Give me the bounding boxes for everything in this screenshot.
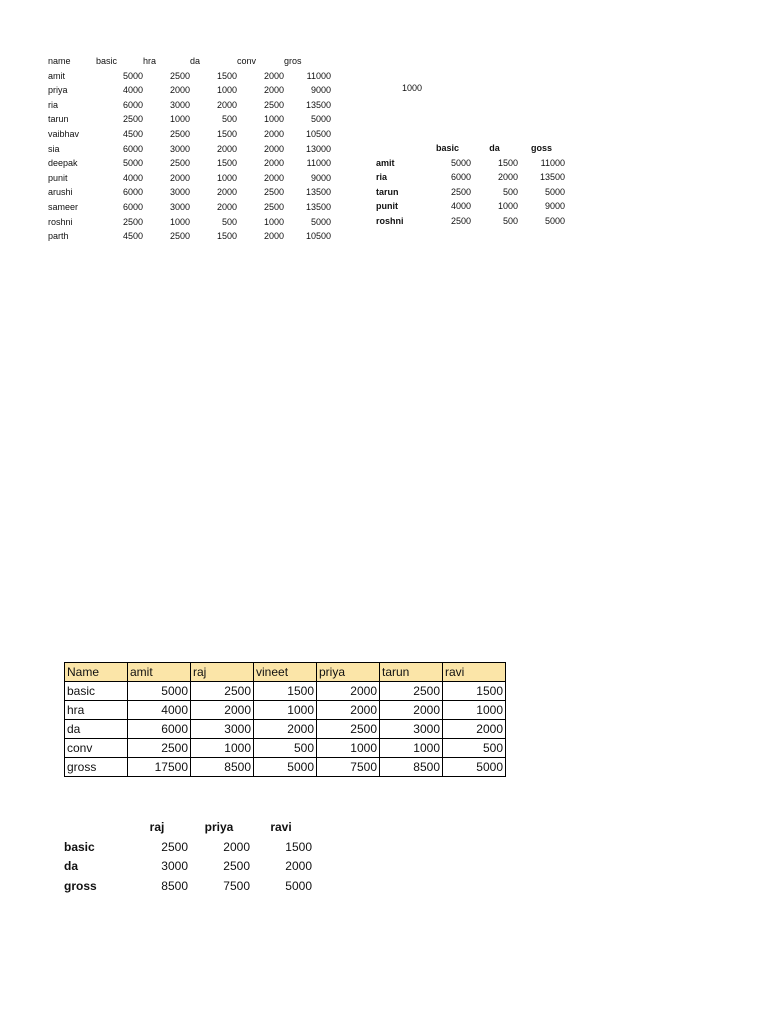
value-cell: 2500 [223, 859, 250, 873]
row-label-cell: tarun [48, 114, 69, 125]
value-cell: 2000 [285, 859, 312, 873]
table-row [48, 83, 331, 98]
value-cell: 1500 [443, 682, 506, 701]
value-cell: 1000 [317, 739, 380, 758]
value-cell: 10500 [305, 128, 331, 139]
value-cell: 5000 [122, 70, 143, 81]
header-cell: raj [191, 663, 254, 682]
table-row [65, 701, 506, 720]
value-cell: 5000 [128, 682, 191, 701]
value-cell: 1500 [254, 682, 317, 701]
row-label-cell: gross [64, 878, 97, 893]
value-cell: 9000 [544, 201, 565, 212]
value-cell: 2000 [216, 187, 237, 198]
value-cell: 3000 [169, 143, 190, 154]
value-cell: 9000 [310, 172, 331, 183]
value-cell: 13500 [305, 99, 331, 110]
value-cell: 2500 [128, 739, 191, 758]
value-cell: 6000 [122, 187, 143, 198]
row-label-cell: amit [48, 70, 66, 81]
value-cell: 2000 [380, 701, 443, 720]
table-row [48, 127, 331, 142]
table-row [65, 739, 506, 758]
value-cell: 2000 [216, 201, 237, 212]
value-cell: 2000 [263, 128, 284, 139]
table-row [64, 877, 312, 897]
row-label-cell: da [64, 859, 79, 873]
header-cell: ravi [270, 820, 292, 834]
value-cell: 2000 [216, 99, 237, 110]
value-cell: 3000 [380, 720, 443, 739]
header-cell: name [48, 56, 71, 66]
table-row [48, 98, 331, 113]
value-cell: 6000 [122, 99, 143, 110]
value-cell: 13500 [305, 201, 331, 212]
selected-employees-table [64, 818, 312, 896]
value-cell: 500 [221, 114, 237, 125]
value-cell: 1500 [216, 158, 237, 169]
value-cell: 5000 [254, 758, 317, 777]
row-label-cell: basic [65, 682, 128, 701]
header-cell: Name [65, 663, 128, 682]
row-label-cell: da [65, 720, 128, 739]
value-cell: 1500 [216, 128, 237, 139]
value-cell: 7500 [223, 878, 250, 893]
value-cell: 5000 [544, 186, 565, 197]
value-cell: 1000 [254, 701, 317, 720]
row-label-cell: ria [376, 172, 388, 183]
header-row [64, 818, 312, 838]
value-cell: 1000 [216, 85, 237, 96]
value-cell: 2500 [317, 720, 380, 739]
value-cell: 3000 [161, 859, 188, 873]
table-row [48, 200, 331, 215]
value-cell: 6000 [122, 201, 143, 212]
value-cell: 500 [254, 739, 317, 758]
header-row [376, 141, 565, 156]
header-cell: priya [204, 820, 234, 834]
header-row [48, 54, 331, 69]
value-cell: 1500 [497, 157, 518, 168]
table-row [48, 156, 331, 171]
value-cell: 7500 [317, 758, 380, 777]
value-cell: 4000 [122, 172, 143, 183]
value-cell: 2500 [122, 216, 143, 227]
value-cell: 11000 [540, 157, 565, 168]
header-cell: vineet [254, 663, 317, 682]
value-cell: 500 [502, 215, 518, 226]
value-cell: 2000 [169, 85, 190, 96]
value-cell: 5000 [450, 157, 471, 168]
value-cell: 17500 [128, 758, 191, 777]
row-label-cell: tarun [376, 186, 399, 197]
value-cell: 2000 [263, 85, 284, 96]
value-cell: 9000 [310, 85, 331, 96]
value-cell: 5000 [443, 758, 506, 777]
value-cell: 3000 [169, 187, 190, 198]
value-cell: 500 [502, 186, 518, 197]
header-cell [376, 141, 424, 156]
value-cell: 2000 [263, 158, 284, 169]
value-cell: 2000 [263, 172, 284, 183]
header-cell: goss [530, 143, 552, 153]
table-row [376, 170, 565, 185]
value-cell: 2500 [263, 201, 284, 212]
value-cell: 2500 [450, 215, 471, 226]
value-cell: 8500 [380, 758, 443, 777]
value-cell: 2000 [191, 701, 254, 720]
value-cell: 2000 [263, 231, 284, 242]
row-label-cell: roshni [376, 215, 404, 226]
salary-table [48, 54, 331, 244]
header-cell: priya [317, 663, 380, 682]
header-cell: da [489, 143, 500, 153]
value-cell: 500 [443, 739, 506, 758]
row-label-cell: priya [48, 85, 68, 96]
value-cell: 1000 [443, 701, 506, 720]
value-cell: 6000 [450, 172, 471, 183]
header-cell: da [190, 56, 201, 66]
row-label-cell: parth [48, 231, 69, 242]
value-cell: 3000 [191, 720, 254, 739]
value-cell: 2500 [122, 114, 143, 125]
header-cell: conv [237, 56, 257, 66]
row-label-cell: sia [48, 143, 60, 154]
value-cell: 2000 [254, 720, 317, 739]
table-row [65, 682, 506, 701]
table-row [376, 185, 565, 200]
value-cell: 4500 [122, 231, 143, 242]
row-label-cell: sameer [48, 201, 79, 212]
value-cell: 5000 [544, 215, 565, 226]
value-cell: 5000 [310, 216, 331, 227]
value-cell: 2000 [216, 143, 237, 154]
value-cell: 1500 [216, 231, 237, 242]
value-cell: 3000 [169, 99, 190, 110]
value-cell: 2500 [169, 231, 190, 242]
value-cell: 1000 [263, 114, 284, 125]
value-cell: 2500 [169, 128, 190, 139]
table-row [376, 156, 565, 171]
header-cell: tarun [380, 663, 443, 682]
value-cell: 11000 [306, 70, 331, 81]
row-label-cell: conv [65, 739, 128, 758]
header-row [65, 663, 506, 682]
value-cell: 1000 [263, 216, 284, 227]
table-row [64, 857, 312, 877]
value-cell: 2500 [263, 99, 284, 110]
value-cell: 2500 [161, 839, 188, 854]
value-cell: 2000 [169, 172, 190, 183]
row-label-cell: gross [65, 758, 128, 777]
header-cell: ravi [443, 663, 506, 682]
table-row [48, 229, 331, 244]
table-row [48, 185, 331, 200]
filtered-salary-table [376, 141, 565, 229]
value-cell: 2000 [263, 143, 284, 154]
header-cell: basic [435, 143, 459, 153]
value-cell: 11000 [306, 158, 331, 169]
value-cell: 1000 [169, 216, 190, 227]
value-cell: 13000 [305, 143, 331, 154]
row-label-cell: arushi [48, 187, 73, 198]
value-cell: 13500 [305, 187, 331, 198]
value-cell: 2500 [263, 187, 284, 198]
table-row [64, 838, 312, 858]
value-cell: 2000 [443, 720, 506, 739]
row-label-cell: ria [48, 99, 59, 110]
table-row [48, 112, 331, 127]
value-cell: 1000 [191, 739, 254, 758]
value-cell: 10500 [305, 231, 331, 242]
header-cell: amit [128, 663, 191, 682]
value-cell: 4500 [122, 128, 143, 139]
value-cell: 6000 [128, 720, 191, 739]
value-cell: 2500 [169, 70, 190, 81]
table-row [376, 199, 565, 214]
table-row [48, 215, 331, 230]
table-row [48, 142, 331, 157]
value-cell: 1500 [285, 839, 312, 854]
value-cell: 2500 [450, 186, 471, 197]
value-cell: 13500 [539, 172, 565, 183]
value-cell: 2500 [191, 682, 254, 701]
table-row [376, 214, 565, 229]
value-cell: 1500 [216, 70, 237, 81]
value-cell: 1000 [497, 201, 518, 212]
table-row [48, 171, 331, 186]
value-cell: 2000 [317, 701, 380, 720]
value-cell: 1000 [216, 172, 237, 183]
value-cell: 2500 [169, 158, 190, 169]
header-cell [64, 818, 126, 838]
value-cell: 6000 [122, 143, 143, 154]
value-cell: 1000 [380, 739, 443, 758]
row-label-cell: punit [48, 172, 68, 183]
value-cell: 4000 [128, 701, 191, 720]
value-cell: 5000 [122, 158, 143, 169]
value-cell: 4000 [450, 201, 471, 212]
value-cell: 2000 [223, 839, 250, 854]
lone-cell-value: 1000 [402, 83, 423, 93]
value-cell: 8500 [161, 878, 188, 893]
table-row [48, 69, 331, 84]
row-label-cell: hra [65, 701, 128, 720]
value-cell: 2000 [317, 682, 380, 701]
row-label-cell: basic [64, 839, 95, 854]
header-cell: hra [143, 56, 157, 66]
row-label-cell: vaibhav [48, 128, 80, 139]
value-cell: 1000 [169, 114, 190, 125]
header-cell: gros [284, 56, 302, 66]
row-label-cell: roshni [48, 216, 73, 227]
value-cell: 8500 [191, 758, 254, 777]
value-cell: 500 [221, 216, 237, 227]
header-cell: raj [149, 820, 165, 834]
value-cell: 2000 [497, 172, 518, 183]
value-cell: 3000 [169, 201, 190, 212]
value-cell: 5000 [310, 114, 331, 125]
row-label-cell: amit [376, 157, 395, 168]
value-cell: 2500 [380, 682, 443, 701]
row-label-cell: deepak [48, 158, 78, 169]
value-cell: 2000 [263, 70, 284, 81]
table-row [65, 720, 506, 739]
value-cell: 5000 [285, 878, 312, 893]
transposed-salary-table [64, 662, 506, 777]
table-row [65, 758, 506, 777]
row-label-cell: punit [376, 201, 398, 212]
header-cell: basic [96, 56, 118, 66]
value-cell: 4000 [122, 85, 143, 96]
